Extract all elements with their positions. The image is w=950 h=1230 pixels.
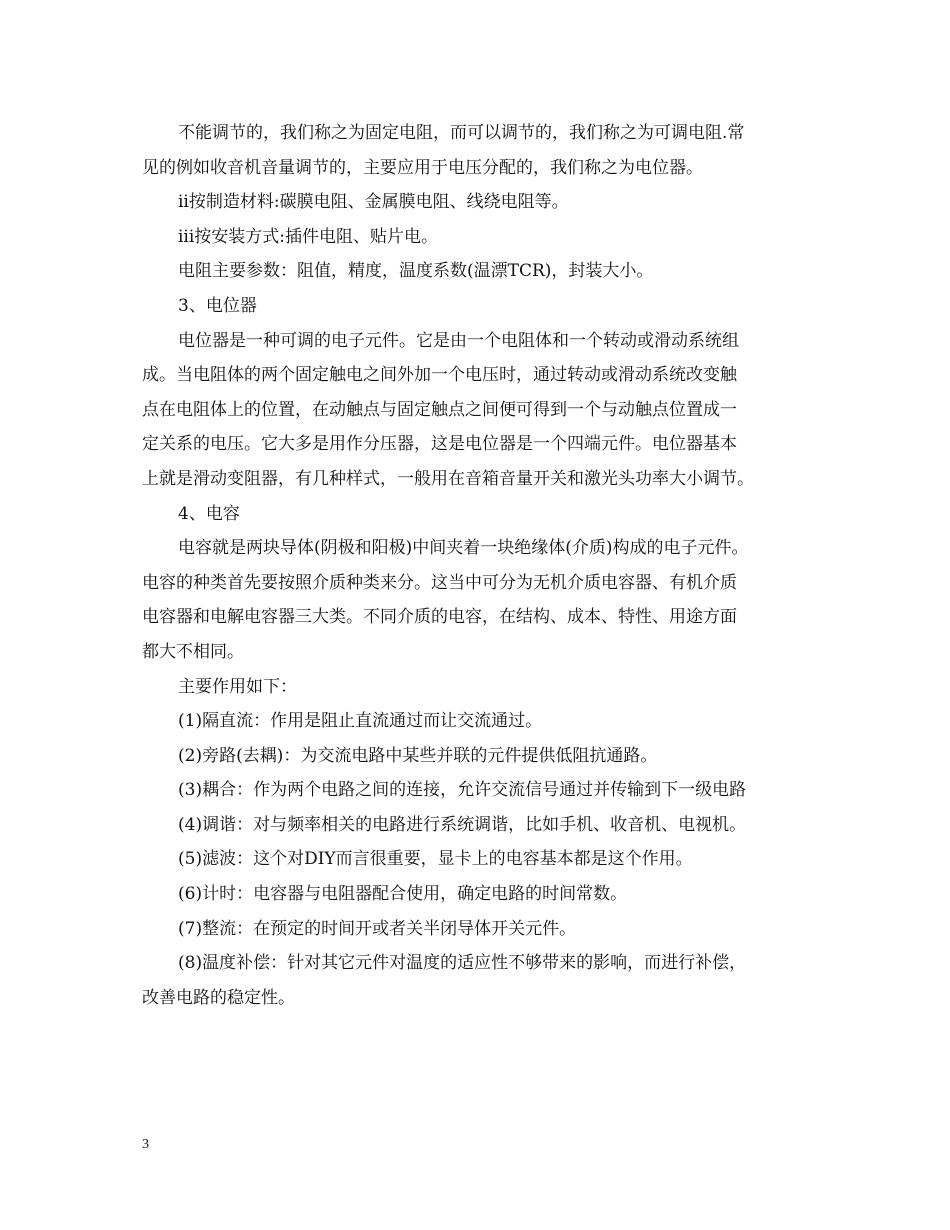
text-line: (6)计时：电容器与电阻器配合使用，确定电路的时间常数。	[178, 884, 628, 905]
text-line: 电阻主要参数：阻值，精度，温度系数(温漂TCR)，封装大小。	[178, 261, 654, 282]
text-line: (3)耦合：作为两个电路之间的连接，允许交流信号通过并传输到下一级电路	[178, 780, 747, 801]
text-line: 点在电阻体上的位置，在动触点与固定触点之间便可得到一个与动触点位置成一	[142, 399, 737, 420]
text-line: 3、电位器	[178, 295, 257, 316]
text-line: 成。当电阻体的两个固定触电之间外加一个电压时，通过转动或滑动系统改变触	[142, 365, 737, 386]
page-number: 3	[142, 1137, 149, 1152]
text-line: 4、电容	[178, 503, 240, 524]
text-line: 改善电路的稳定性。	[142, 987, 295, 1008]
text-line: 电容的种类首先要按照介质种类来分。这当中可分为无机介质电容器、有机介质	[142, 572, 737, 593]
text-line: ii按制造材料:碳膜电阻、金属膜电阻、线绕电阻等。	[178, 192, 569, 213]
text-line: 电容器和电解电容器三大类。不同介质的电容，在结构、成本、特性、用途方面	[142, 607, 737, 628]
text-line: (4)调谐：对与频率相关的电路进行系统调谐，比如手机、收音机、电视机。	[178, 814, 747, 835]
text-line: iii按安装方式:插件电阻、贴片电。	[178, 226, 439, 247]
text-line: (1)隔直流：作用是阻止直流通过而让交流通过。	[178, 711, 543, 732]
text-line: 定关系的电压。它大多是用作分压器，这是电位器是一个四端元件。电位器基本	[142, 434, 737, 455]
text-line: 不能调节的，我们称之为固定电阻，而可以调节的，我们称之为可调电阻.常	[178, 123, 745, 143]
document-body	[142, 116, 806, 1015]
text-line: 电位器是一种可调的电子元件。它是由一个电阻体和一个转动或滑动系统组	[178, 330, 739, 351]
text-line: 见的例如收音机音量调节的，主要应用于电压分配的，我们称之为电位器。	[142, 157, 703, 178]
text-line: (8)温度补偿：针对其它元件对温度的适应性不够带来的影响，而进行补偿，	[178, 953, 747, 974]
text-line: (7)整流：在预定的时间开或者关半闭导体开关元件。	[178, 918, 577, 939]
text-line: (2)旁路(去耦)：为交流电路中某些并联的元件提供低阻抗通路。	[178, 745, 658, 766]
text-line: 都大不相同。	[142, 641, 244, 662]
text-line: 电容就是两块导体(阴极和阳极)中间夹着一块绝缘体(介质)构成的电子元件。	[178, 538, 749, 559]
text-line: (5)滤波：这个对DIY而言很重要，显卡上的电容基本都是这个作用。	[178, 849, 693, 870]
text-line: 上就是滑动变阻器，有几种样式，一般用在音箱音量开关和激光头功率大小调节。	[142, 468, 754, 489]
text-line: 主要作用如下：	[178, 676, 297, 697]
